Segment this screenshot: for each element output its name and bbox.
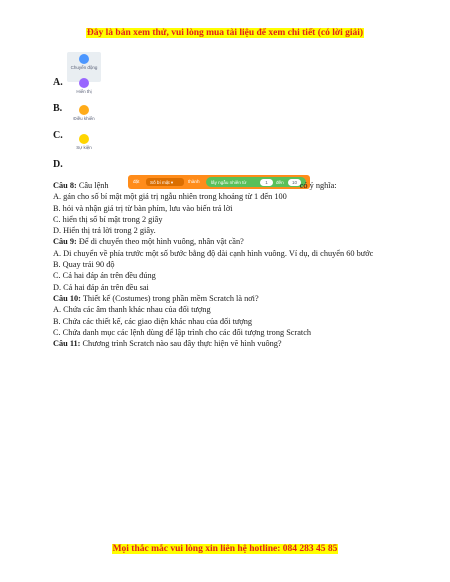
q11-stem-text: Chương trình Scratch nào sau đây thực hiện vẽ hình vuông? (82, 339, 282, 349)
category-label: Hiển thị (76, 89, 92, 94)
random-to-word: đến (276, 179, 284, 185)
color-dot (79, 78, 89, 88)
category-label: Chuyển động (70, 65, 98, 70)
option-letter: D. (53, 159, 63, 170)
block-text-to: thành (188, 179, 200, 184)
hotline-banner (0, 544, 450, 554)
q8-stem-b: có ý nghĩa: (299, 181, 337, 190)
q9-option-c: C. Cả hai đáp án trên đều đúng (53, 271, 156, 281)
question-text (53, 180, 403, 349)
q11-number: Câu 11: (53, 339, 81, 349)
q10-option-c: C. Chứa danh mục các lệnh dùng để lập trình cho các đối tượng trong Scratch (53, 327, 312, 337)
option-letter: C. (53, 130, 63, 141)
option-letter: A. (53, 77, 63, 88)
option-letter: B. (53, 103, 63, 114)
q9-option-b: B. Quay trái 90 độ (53, 260, 115, 270)
looks-category-icon (67, 78, 101, 108)
color-dot (79, 105, 89, 115)
q8-option-b: B. hỏi và nhận giá trị từ bàn phím, lưu vào biến trả lời (53, 203, 233, 213)
q8-option-d: D. Hiển thị trả lời trong 2 giây. (53, 226, 156, 236)
random-text: lấy ngẫu nhiên từ (211, 179, 247, 185)
q10-stem-text: Thiết kế (Costumes) trong phần mềm Scratch là nơi? (82, 293, 259, 303)
color-dot (79, 134, 89, 144)
category-label: Điều khiển (73, 116, 95, 121)
q9-option-d: D. Cả hai đáp án trên đều sai (53, 282, 149, 292)
q8-option-a: A. gán cho số bí mật một giá trị ngẫu nhiên trong khoảng từ 1 đến 100 (53, 192, 287, 202)
block-text-set: đặt (133, 179, 140, 184)
q9-number: Câu 9: (53, 237, 77, 247)
q10-stem (53, 293, 403, 304)
q9-stem-text: Để di chuyển theo một hình vuông, nhân vật cần? (78, 237, 244, 247)
q8-stem (53, 180, 403, 191)
q9-option-a: A. Di chuyển về phía trước một số bước bằng độ dài cạnh hình vuông. Ví dụ, di chuyển 60 bước (53, 248, 374, 258)
category-label: Sự kiện (76, 145, 92, 150)
control-category-icon (67, 105, 101, 135)
q8-stem-a: Câu lệnh (78, 181, 109, 190)
hotline-banner-text: Mọi thắc mắc vui lòng xin liên hệ hotline: 084 283 45 85 (112, 544, 338, 554)
color-dot (79, 54, 89, 64)
preview-banner (0, 28, 450, 38)
q9-stem (53, 236, 403, 247)
q11-stem (53, 338, 403, 349)
preview-banner-text: Đây là bản xem thử, vui lòng mua tài liệu để xem chi tiết (có lời giải) (86, 28, 364, 38)
variable-name: Số bí mật ▾ (150, 179, 174, 185)
q10-option-b: B. Chứa các thiết kế, các giao diện khác nhau của đối tượng (53, 316, 253, 326)
q8-number: Câu 8: (53, 181, 77, 190)
random-from-value: 1 (260, 179, 273, 186)
random-to-value: 10 (288, 179, 301, 186)
events-category-icon (67, 134, 101, 164)
option-d (53, 142, 173, 170)
q10-option-a: A. Chứa các âm thanh khác nhau của đối tượng (53, 305, 211, 315)
q8-option-c: C. hiển thị số bí mật trong 2 giây (53, 214, 163, 224)
q10-number: Câu 10: (53, 293, 81, 303)
